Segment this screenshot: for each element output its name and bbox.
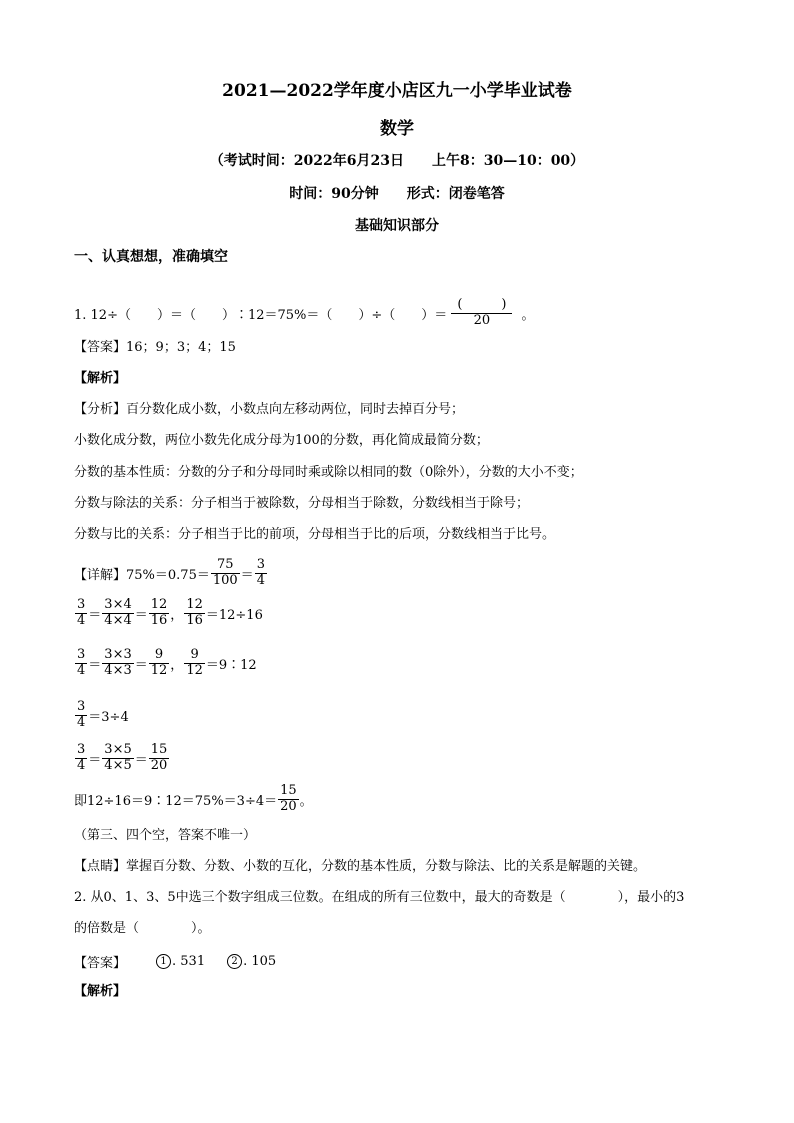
subject-title: 数学 (380, 119, 414, 139)
separator: ， (170, 607, 184, 623)
answer-label: 【答案】 (74, 955, 127, 971)
denominator: 100 (212, 572, 238, 588)
denominator: 16 (150, 612, 168, 628)
circled-number: 2 (227, 954, 242, 969)
denominator: 4×5 (104, 757, 132, 773)
numerator: 3 (77, 698, 86, 714)
numerator: 3 (77, 596, 86, 612)
fraction (75, 598, 87, 629)
numerator: 3 (77, 646, 86, 662)
part-title: 基础知识部分 (355, 218, 439, 234)
fraction (278, 784, 299, 815)
numerator: 3 (77, 741, 86, 757)
numerator: 3 (256, 556, 265, 572)
denominator: 12 (150, 662, 168, 678)
denominator: 12 (186, 662, 203, 678)
fraction (75, 743, 87, 774)
equals: ＝ (134, 657, 148, 673)
fraction (149, 743, 170, 774)
analysis-line: 小数化成分数，两位小数先化成分母为100的分数，再化简成最简分数； (74, 433, 489, 448)
numerator: 3×3 (104, 646, 132, 662)
numerator: 3×5 (104, 741, 132, 757)
equation-tail: ＝12÷16 (205, 607, 263, 623)
question-2-text: 2. 从0、1、3、5中选三个数字组成三位数。在组成的所有三位数中，最大的奇数是（ ），最小的3 (74, 890, 685, 905)
denominator: 4 (77, 757, 86, 773)
exam-title: 2021—2022学年度小店区九一小学毕业试卷 (222, 81, 572, 101)
answer-value: . 105 (243, 953, 277, 969)
detail-line-2 (74, 593, 263, 633)
denominator: 20 (280, 798, 297, 814)
exam-time: （考试时间：2022年6月23日 上午8：30—10：00） (209, 153, 585, 169)
equals: ＝ (134, 752, 148, 768)
question-1-stem (74, 282, 534, 344)
equals: ＝ (88, 752, 102, 768)
equation-tail: ＝9∶12 (205, 657, 257, 673)
analysis-line: 分数与除法的关系：分子相当于被除数，分母相当于除数，分数线相当于除号； (74, 496, 530, 511)
question-2-text-cont: 的倍数是（ ）。 (74, 921, 211, 936)
equation-head: 即12÷16＝9∶12＝75%＝3÷4＝ (74, 793, 278, 809)
analysis-line: 分数与比的关系：分子相当于比的前项，分母相当于比的后项，分数线相当于比号。 (74, 527, 556, 542)
numerator: 3×4 (104, 596, 132, 612)
numerator: 75 (211, 558, 240, 574)
fraction (102, 648, 133, 679)
fraction (75, 648, 87, 679)
numerator: 15 (280, 782, 297, 798)
answer-line: 【答案】16；9；3；4；15 (74, 340, 236, 355)
numerator: 12 (150, 596, 168, 612)
equals: ＝ (134, 607, 148, 623)
detail-label: 【详解】75%＝0.75＝ (74, 567, 210, 583)
circled-number: 1 (156, 954, 171, 969)
equation-tail: ＝3÷4 (88, 709, 129, 725)
numerator: 12 (186, 596, 203, 612)
numerator: 9 (184, 648, 205, 664)
equals: ＝ (88, 657, 102, 673)
denominator: 4 (77, 714, 86, 730)
fraction (211, 558, 240, 589)
section-heading: 一、认真想想，准确填空 (74, 249, 228, 265)
detail-line-5 (74, 738, 170, 778)
duration-format: 时间：90分钟 形式：闭卷笔答 (289, 186, 505, 202)
denominator: 20 (150, 757, 168, 773)
fraction-numerator: ( ) (451, 298, 512, 314)
detail-line-4 (74, 695, 129, 735)
comment-line: 【点睛】掌握百分数、分数、小数的互化，分数的基本性质，分数与除法、比的关系是解题的关键。 (74, 859, 647, 874)
analysis-label: 【解析】 (74, 371, 127, 386)
question-2-answer (74, 952, 276, 970)
equals: ＝ (240, 567, 254, 583)
equation-tail: 。 (299, 793, 313, 809)
note-line: （第三、四个空，答案不唯一） (74, 828, 257, 843)
denominator: 4 (77, 612, 86, 628)
question-1-text: 1. 12÷（ ）＝（ ）∶12＝75%＝（ ）÷（ ）＝ (74, 307, 448, 323)
fraction (184, 648, 205, 679)
denominator: 4×4 (104, 612, 132, 628)
analysis-label: 【解析】 (74, 984, 127, 999)
question-1-end: 。 (521, 307, 535, 323)
detail-line-1 (74, 553, 268, 593)
detail-line-6 (74, 779, 313, 819)
analysis-line: 【分析】百分数化成小数，小数点向左移动两位，同时去掉百分号； (74, 402, 465, 417)
separator: ， (170, 657, 184, 673)
answer-fraction (451, 298, 512, 329)
analysis-line: 分数的基本性质：分数的分子和分母同时乘或除以相同的数（0除外），分数的大小不变； (74, 465, 583, 480)
fraction (184, 598, 205, 629)
denominator: 4×3 (104, 662, 132, 678)
fraction (102, 743, 133, 774)
numerator: 9 (149, 648, 170, 664)
fraction (255, 558, 267, 589)
fraction-denominator: 20 (473, 312, 491, 328)
denominator: 4 (77, 662, 86, 678)
fraction (149, 648, 170, 679)
equals: ＝ (88, 607, 102, 623)
answer-value: . 531 (172, 953, 206, 969)
fraction (75, 700, 87, 731)
fraction (102, 598, 133, 629)
fraction (149, 598, 170, 629)
denominator: 4 (256, 572, 265, 588)
denominator: 16 (186, 612, 203, 628)
numerator: 15 (150, 741, 168, 757)
detail-line-3 (74, 643, 257, 683)
